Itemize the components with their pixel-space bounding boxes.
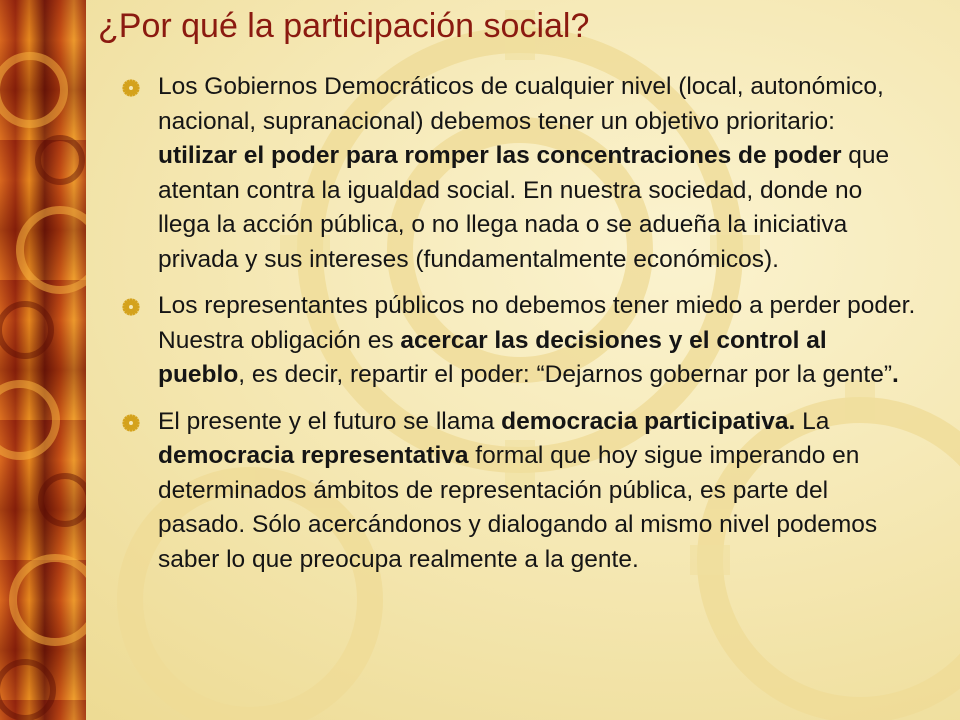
bullet-segment-text: Los representantes públicos no debemos tener miedo a perder poder. Nuestra obligación es: [158, 292, 916, 354]
slide-title: ¿Por qué la participación social?: [98, 7, 590, 45]
gear-bullet-icon: [122, 414, 140, 432]
bullet-emphasis-text: .: [891, 361, 899, 388]
bullet-segment-text: La: [795, 407, 830, 435]
bullet-emphasis-text: utilizar el poder para romper las concentraciones de poder: [158, 142, 842, 169]
bullet-list: [118, 70, 918, 589]
decorative-side-strip: [0, 0, 86, 720]
bullet-text: [158, 289, 918, 393]
bullet-segment-text: formal que hoy sigue imperando en determinados ámbitos de representación pública, es parte del pasado. Sólo acercándonos y dialogando al mismo nivel podemos saber lo que preocupa realmente a la gente.: [158, 442, 878, 573]
bullet-text: [158, 70, 918, 277]
bullet-emphasis-text: democracia participativa.: [501, 407, 796, 435]
bullet-item: [118, 405, 918, 578]
bullet-emphasis-text: acercar las decisiones y el control al pueblo: [158, 326, 827, 388]
gear-bullet-icon: [122, 298, 140, 316]
bullet-segment-text: , es decir, repartir el poder: “Dejarnos gobernar por la gente”: [238, 361, 892, 388]
bullet-text: [158, 405, 918, 578]
bullet-segment-text: Los Gobiernos Democráticos de cualquier nivel (local, autonómico, nacional, supranacional) debemos tener un objetivo prioritario:: [158, 73, 884, 135]
bullet-emphasis-text: democracia representativa: [158, 442, 469, 469]
bullet-segment-text: El presente y el futuro se llama: [158, 407, 502, 435]
bullet-item: [118, 289, 918, 393]
bullet-segment-text: que atentan contra la igualdad social. En nuestra sociedad, donde no llega la acción pública, o no llega nada o se adueña la iniciativa privada y sus intereses (fundamentalmente económicos).: [158, 142, 890, 273]
bullet-item: [118, 70, 918, 277]
strip-gears-decoration: [0, 0, 86, 720]
gear-bullet-icon: [122, 79, 140, 97]
